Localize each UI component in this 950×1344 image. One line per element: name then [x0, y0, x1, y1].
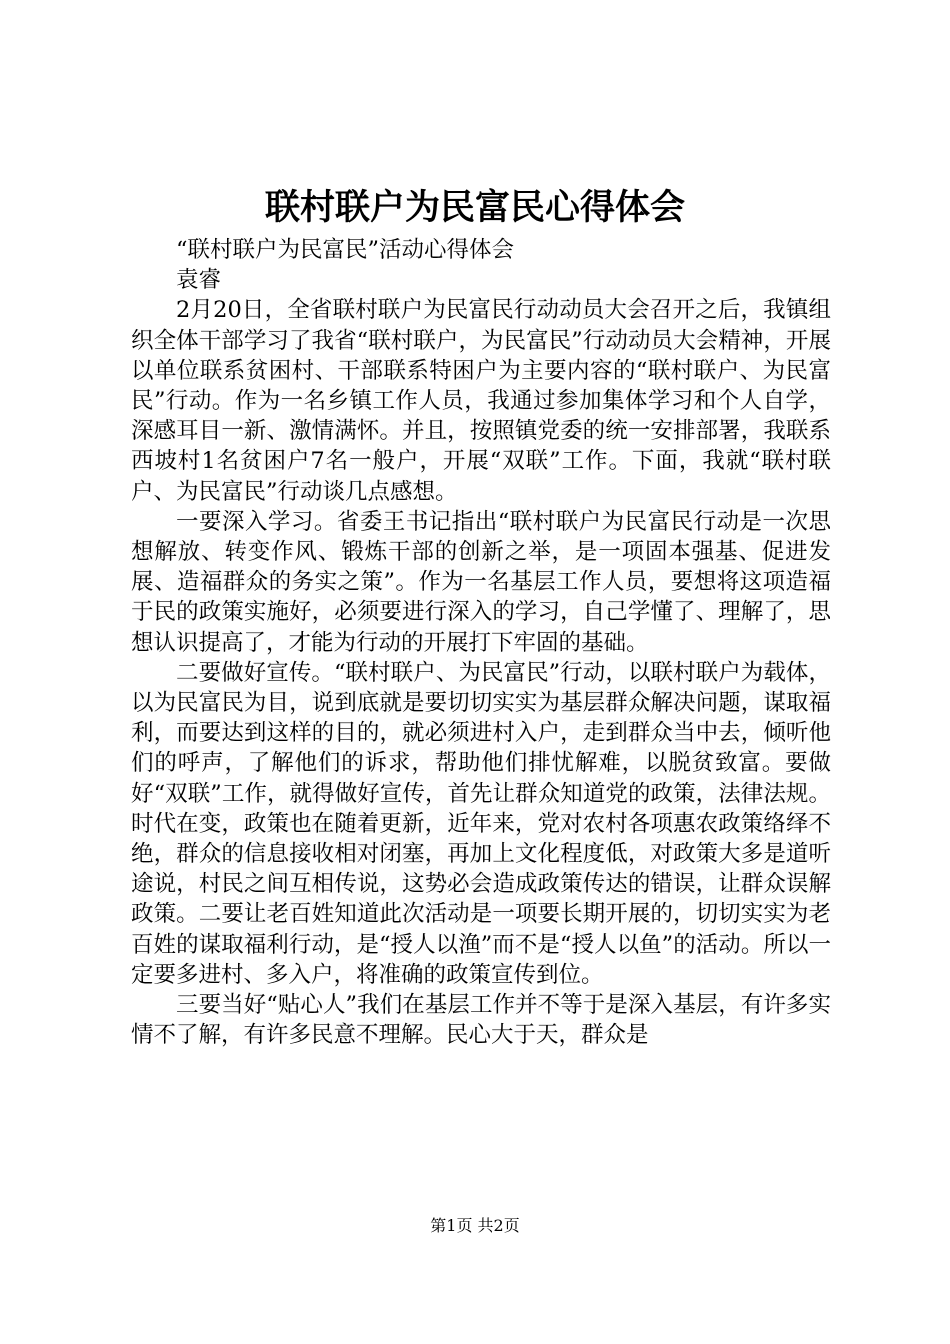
subtitle-line: “联村联户为民富民”活动心得体会	[176, 237, 515, 263]
author-line: 袁睿	[176, 267, 222, 294]
document-title: 联村联户为民富民心得体会	[264, 187, 685, 228]
body-paragraph: 三要当好“贴心人”我们在基层工作并不等于是深入基层，有许多实情不了解，有许多民意不理解。民心大于天，群众是	[131, 992, 831, 1049]
body-paragraph: 二要做好宣传。“联村联户、为民富民”行动，以联村联户为载体，以为民富民为目，说到底就是要切切实实为基层群众解决问题，谋取福利，而要达到这样的目的，就必须进村入户，走到群众当中去，倾听他们的呼声，了解他们的诉求，帮助他们排忧解难，以脱贫致富。要做好“双联”工作，就得做好宣传，首先让群众知道党的政策，法律法规。时代在变，政策也在随着更新，近年来，党对农村各项惠农政策络绎不绝，群众的信息接收相对闭塞，再加上文化程度低，对政策大多是道听途说，村民之间互相传说，这势必会造成政策传达的错误，让群众误解政策。二要让老百姓知道此次活动是一项要长期开展的，切切实实为老百姓的谋取福利行动，是“授人以渔”而不是“授人以鱼”的活动。所以一定要多进村、多入户，将准确的政策宣传到位。	[131, 659, 831, 988]
body-paragraph: 一要深入学习。省委王书记指出“联村联户为民富民行动是一次思想解放、转变作风、锻炼干部的创新之举，是一项固本强基、促进发展、造福群众的务实之策”。作为一名基层工作人员，要想将这项造福于民的政策实施好，必须要进行深入的学习，自己学懂了、理解了，思想认识提高了，才能为行动的开展打下牢固的基础。	[131, 508, 831, 656]
document-body	[131, 235, 831, 1050]
body-paragraph: 2月20日，全省联村联户为民富民行动动员大会召开之后，我镇组织全体干部学习了我省“联村联户，为民富民”行动动员大会精神，开展以单位联系贫困村、干部联系特困户为主要内容的“联村联户、为民富民”行动。作为一名乡镇工作人员，我通过参加集体学习和个人自学，深感耳目一新、激情满怀。并且，按照镇党委的统一安排部署，我联系西坡村1名贫困户7名一般户，开展“双联”工作。下面，我就“联村联户、为民富民”行动谈几点感想。	[131, 297, 831, 505]
page-number-footer: 第1页 共2页	[430, 1216, 520, 1235]
